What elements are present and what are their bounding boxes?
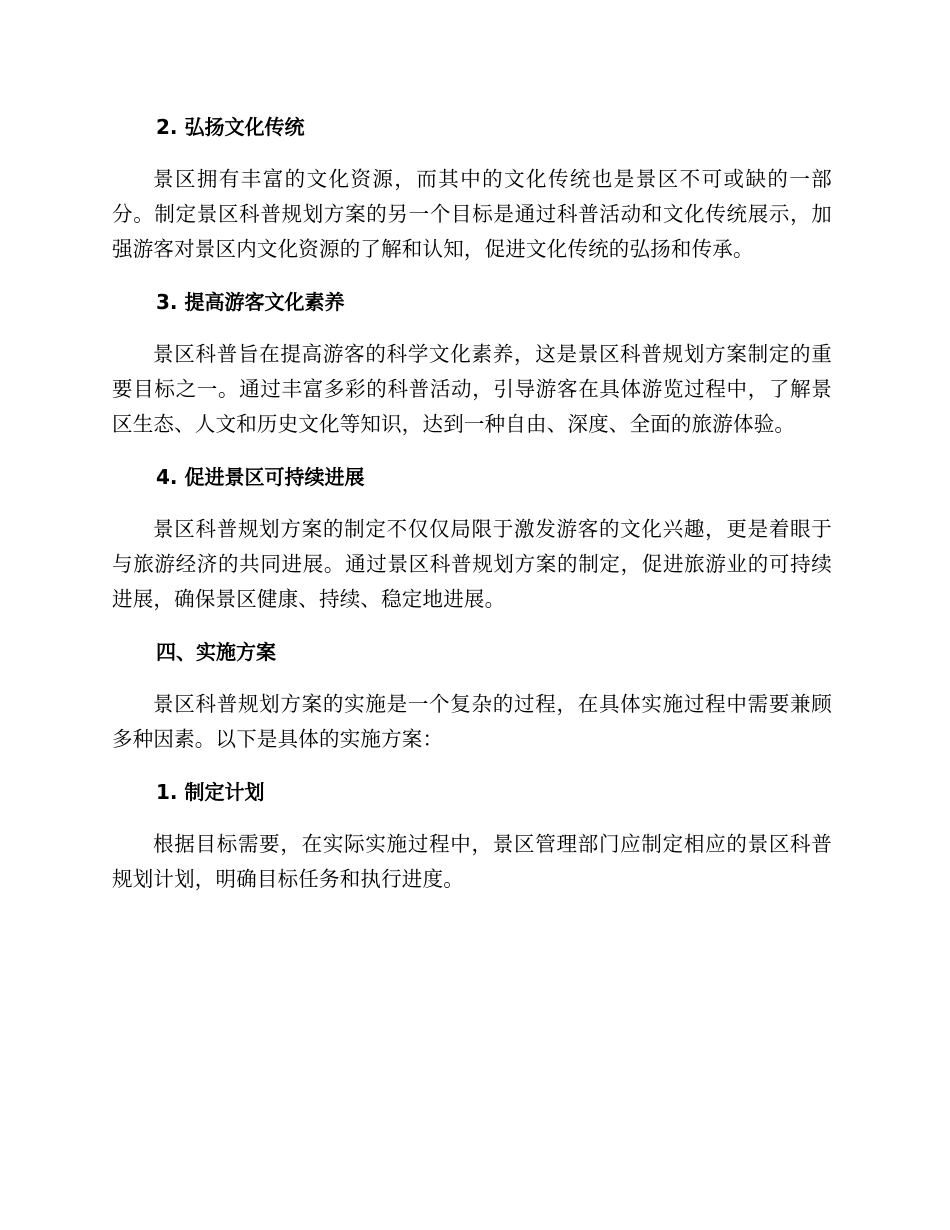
paragraph-promote-culture: 景区拥有丰富的文化资源，而其中的文化传统也是景区不可或缺的一部分。制定景区科普规划方案的另一个目标是通过科普活动和文化传统展示，加强游客对景区内文化资源的了解和认知，促进文化传统的弘扬和传承。 [112, 167, 832, 261]
section-heading-improve-literacy: 3. 提高游客文化素养 [156, 290, 345, 314]
paragraph-improve-literacy: 景区科普旨在提高游客的科学文化素养，这是景区科普规划方案制定的重要目标之一。通过丰富多彩的科普活动，引导游客在具体游览过程中，了解景区生态、人文和历史文化等知识，达到一种自由、深度、全面的旅游体验。 [112, 342, 832, 436]
section-heading-sustainable-development: 4. 促进景区可持续进展 [156, 465, 365, 489]
paragraph-make-plan: 根据目标需要，在实际实施过程中，景区管理部门应制定相应的景区科普规划计划，明确目标任务和执行进度。 [112, 832, 832, 891]
section-heading-promote-culture: 2. 弘扬文化传统 [156, 115, 305, 139]
paragraph-implementation-intro: 景区科普规划方案的实施是一个复杂的过程，在具体实施过程中需要兼顾多种因素。以下是具体的实施方案： [112, 692, 832, 751]
chapter-heading-implementation: 四、实施方案 [156, 640, 276, 664]
document-body [112, 110, 832, 915]
paragraph-sustainable-development: 景区科普规划方案的制定不仅仅局限于激发游客的文化兴趣，更是着眼于与旅游经济的共同进展。通过景区科普规划方案的制定，促进旅游业的可持续进展，确保景区健康、持续、稳定地进展。 [112, 517, 832, 611]
section-heading-make-plan: 1. 制定计划 [156, 780, 265, 804]
